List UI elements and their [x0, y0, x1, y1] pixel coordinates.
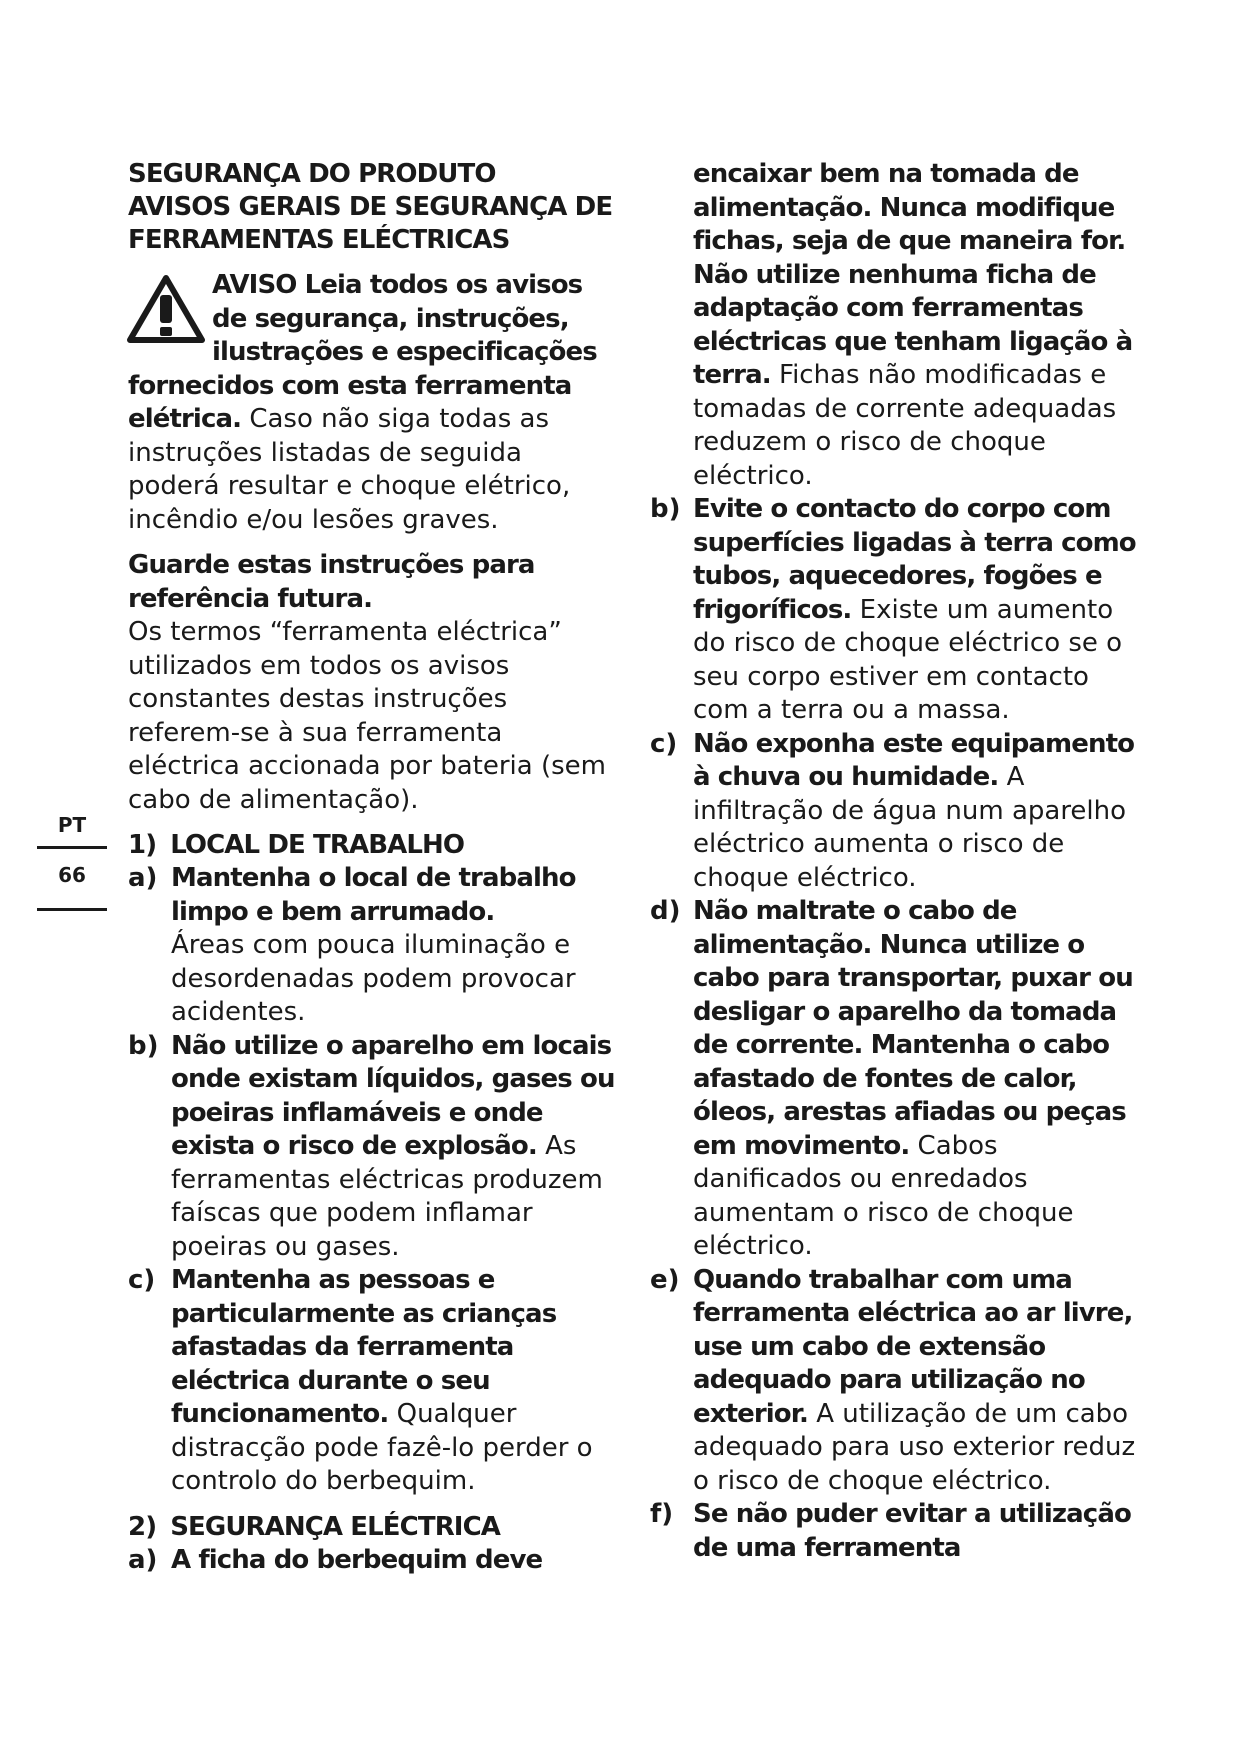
tab-rule-top — [37, 846, 107, 849]
list-item-continued — [650, 158, 1140, 493]
language-tab — [37, 813, 107, 837]
warning-text: Caso não siga todas as instruções listadas de seguida poderá resultar e choque elétrico, incêndio e/ou lesões graves. — [128, 404, 571, 535]
keep-text: Os termos “ferramenta eléctrica” utilizados em todos os avisos constantes destas instruções referem-se à sua ferramenta eléctrica accionada por bateria (sem cabo de alimentação). — [128, 617, 606, 815]
list-item — [128, 1030, 618, 1265]
item-text: Áreas com pouca iluminação e desordenadas podem provocar acidentes. — [171, 930, 576, 1027]
list-item — [650, 493, 1140, 728]
item-bold: Quando trabalhar com uma ferramenta eléctrica ao ar livre, use um cabo de extensão adequado para utilização no exterior. — [693, 1264, 1133, 1429]
item-label: f) — [650, 1499, 674, 1529]
item-label: b) — [650, 494, 681, 524]
item-text: Fichas não modificadas e tomadas de corrente adequadas reduzem o risco de choque eléctrico. — [693, 360, 1117, 491]
warning-triangle-icon — [126, 273, 206, 345]
keep-bold: Guarde estas instruções para referência futura. — [128, 550, 535, 614]
item-text: Qualquer distracção pode fazê-lo perder o controlo do berbequim. — [171, 1399, 593, 1496]
item-bold: Se não puder evitar a utilização de uma ferramenta — [693, 1499, 1131, 1563]
item-bold: Mantenha as pessoas e particularmente as crianças afastadas da ferramenta eléctrica durante o seu funcionamento. — [171, 1265, 557, 1429]
item-label: b) — [128, 1030, 159, 1061]
section-number: 1) — [128, 830, 157, 860]
item-bold: Não maltrate o cabo de alimentação. Nunca utilize o cabo para transportar, puxar ou desligar o aparelho da tomada de corrente. Mantenha o cabo afastado de fontes de calor, óleos, arestas afiadas ou peças em movimento. — [693, 896, 1133, 1161]
item-label: c) — [650, 728, 678, 759]
item-bold: encaixar bem na tomada de alimentação. Nunca modifique fichas, seja de que maneira for. Não utilize nenhuma ficha de adaptação com ferramentas eléctricas que tenham ligação à terra. — [693, 159, 1133, 390]
left-column — [128, 158, 618, 1577]
right-column — [650, 158, 1140, 1565]
item-text: Existe um aumento do risco de choque eléctrico se o seu corpo estiver em contacto com a terra ou a massa. — [693, 594, 1123, 725]
list-item — [128, 862, 618, 1030]
page-number: 66 — [58, 863, 86, 887]
language-code: PT — [57, 813, 87, 837]
item-text: A utilização de um cabo adequado para uso exterior reduz o risco de choque eléctrico. — [693, 1398, 1136, 1496]
item-label: a) — [128, 863, 158, 893]
list-item — [128, 1264, 618, 1499]
warning-bold: AVISO Leia todos os avisos de segurança, instruções, ilustrações e especificações fornecidos com esta ferramenta elétrica. — [128, 270, 597, 434]
tab-rule-bottom — [37, 908, 107, 911]
item-text: A infiltração de água num aparelho eléctrico aumenta o risco de choque eléctrico. — [693, 762, 1127, 893]
section-work-area — [128, 829, 618, 862]
section-heading: LOCAL DE TRABALHO — [170, 830, 465, 860]
section-heading: SEGURANÇA ELÉCTRICA — [170, 1511, 500, 1542]
item-bold: Não utilize o aparelho em locais onde existam líquidos, gases ou poeiras inflamáveis e onde exista o risco de explosão. — [171, 1030, 615, 1161]
item-bold: Mantenha o local de trabalho limpo e bem arrumado. — [171, 863, 576, 927]
item-bold: Evite o contacto do corpo com superfícies ligadas à terra como tubos, aquecedores, fogões e frigoríficos. — [693, 494, 1136, 625]
item-bold: A ficha do berbequim deve — [171, 1544, 543, 1575]
page-number-tab — [37, 863, 107, 887]
section-subtitle: AVISOS GERAIS DE SEGURANÇA DE FERRAMENTAS ELÉCTRICAS — [128, 192, 613, 255]
item-label: d) — [650, 896, 681, 926]
warning-block — [128, 269, 618, 537]
item-label: e) — [650, 1264, 680, 1295]
list-item — [650, 895, 1140, 1264]
list-item — [128, 1544, 618, 1578]
section-electrical-safety — [128, 1511, 618, 1544]
list-item — [650, 1498, 1140, 1565]
item-text: As ferramentas eléctricas produzem faíscas que podem inflamar poeiras ou gases. — [171, 1131, 603, 1262]
item-label: c) — [128, 1265, 156, 1295]
item-bold: Não exponha este equipamento à chuva ou humidade. — [693, 728, 1135, 792]
list-item — [650, 728, 1140, 896]
section-number: 2) — [128, 1511, 157, 1542]
list-item — [650, 1264, 1140, 1499]
item-text: Cabos danificados ou enredados aumentam o risco de choque eléctrico. — [693, 1130, 1074, 1261]
keep-instructions — [128, 549, 618, 817]
section-title: SEGURANÇA DO PRODUTO — [128, 159, 496, 189]
item-label: a) — [128, 1544, 158, 1575]
